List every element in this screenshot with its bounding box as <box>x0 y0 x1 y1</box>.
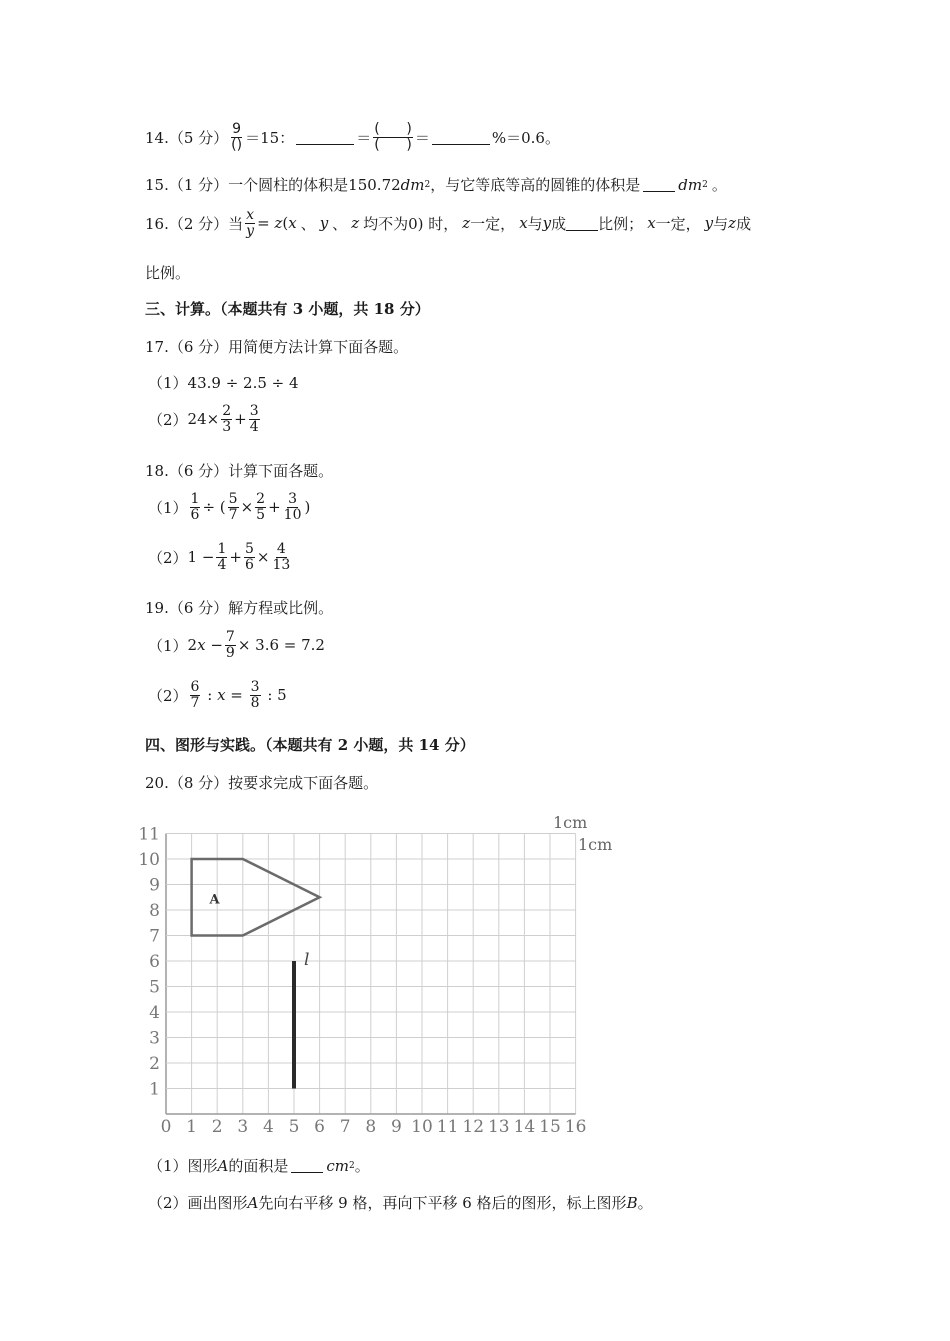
x-tick-label: 14 <box>513 1117 536 1137</box>
q16-part8: 与 <box>713 214 729 233</box>
q14-prefix: 14.（5 分） <box>145 128 229 147</box>
q16-frac-num: x <box>246 207 255 223</box>
q18-p1-d4: 10 <box>283 506 302 523</box>
q18-p1-label: （1） <box>148 498 188 517</box>
q17-p2-frac-1 <box>221 404 232 434</box>
x-tick-label: 5 <box>288 1117 300 1137</box>
q18-p1-op2: × <box>240 498 254 517</box>
q14-eq3: ＝ <box>414 128 430 147</box>
q14-fraction <box>230 122 243 152</box>
x-tick-label: 2 <box>211 1117 223 1137</box>
q20-p1-blank[interactable] <box>291 1158 323 1173</box>
y-tick-label: 4 <box>149 1003 160 1023</box>
q16-y: y <box>319 214 329 233</box>
q18-p2-n2: 5 <box>244 541 254 557</box>
q18-p2-frac-2 <box>244 542 255 572</box>
q19-p2-b: = <box>225 686 248 705</box>
x-tick-label: 16 <box>564 1117 587 1137</box>
q15-blank[interactable] <box>643 177 675 192</box>
q17-p2-frac-2 <box>249 404 260 434</box>
q18-part-2 <box>148 542 293 572</box>
y-tick-label: 9 <box>149 875 160 896</box>
q19-p1-n: 7 <box>225 629 235 645</box>
q20-p1-A: A <box>217 1156 229 1175</box>
q16-part6: 比例； <box>598 214 644 233</box>
q15-end: 。 <box>711 176 727 194</box>
q20-p1-label: （1）图形 <box>148 1157 218 1175</box>
q18-part-1 <box>148 492 310 522</box>
q18-p2-d1: 4 <box>217 556 227 573</box>
q17-p2-op: + <box>234 410 247 429</box>
y-tick-label: 11 <box>138 824 160 845</box>
q17-p2-a: 24× <box>187 410 220 429</box>
q15-prefix: 15.（1 分）一个圆柱的体积是 <box>145 176 349 194</box>
q19-p2-a: : <box>202 686 218 705</box>
q18-p1-frac-3 <box>255 492 266 522</box>
q17-p2-d1: 3 <box>222 418 232 435</box>
question-19 <box>145 597 333 618</box>
q16-part7: 一定， <box>655 214 701 233</box>
x-tick-label: 8 <box>365 1117 377 1137</box>
section-3-title: 三、计算。（本题共有 3 小题，共 18 分） <box>145 300 430 318</box>
q14-frac-num: 9 <box>232 121 242 137</box>
x-tick-label: 13 <box>487 1117 510 1137</box>
q16-fraction <box>245 208 255 238</box>
question-17 <box>145 336 408 357</box>
section-4-heading <box>145 734 475 755</box>
q18-p2-frac-3 <box>271 542 291 572</box>
q19-p1-frac <box>225 630 236 660</box>
q19-p2-x: x <box>217 686 226 705</box>
q20-p2-a: （2）画出图形 <box>148 1194 248 1212</box>
q14-blank-2[interactable] <box>432 130 490 145</box>
x-tick-label: 10 <box>411 1117 433 1137</box>
x-tick-label: 6 <box>314 1117 326 1137</box>
q20-p2-b: 先向右平移 9 格，再向下平移 6 格后的图形，标上图形 <box>258 1194 627 1212</box>
q18-p1-end: ) <box>304 498 311 517</box>
x-tick-label: 1 <box>186 1117 198 1137</box>
q18-p1-op1: ÷ ( <box>202 498 226 517</box>
q19-p2-c: : 5 <box>262 686 287 705</box>
q18-p1-frac-2 <box>228 492 239 522</box>
q16-y2: y <box>542 214 552 233</box>
q17-part-2 <box>148 404 262 434</box>
q17-p2-d2: 4 <box>249 418 259 435</box>
q19-title: 19.（6 分）解方程或比例。 <box>145 599 334 617</box>
q20-p2-A: A <box>247 1193 259 1212</box>
q19-p2-label: （2） <box>148 686 188 705</box>
question-16 <box>145 208 751 238</box>
q19-p1-c: × 3.6 = 7.2 <box>237 636 325 655</box>
q16-paren: ( <box>282 214 289 233</box>
q20-title: 20.（8 分）按要求完成下面各题。 <box>145 774 379 792</box>
question-18 <box>145 460 333 481</box>
q17-p2-label: （2） <box>148 410 188 429</box>
q18-p1-frac-1 <box>190 492 201 522</box>
q17-p2-n1: 2 <box>222 403 232 419</box>
y-tick-label: 1 <box>149 1079 160 1100</box>
question-15 <box>145 174 727 195</box>
q14-frac-den: () <box>231 136 243 153</box>
q18-p2-a: 1 − <box>187 548 215 567</box>
section-4-title: 四、图形与实践。（本题共有 2 小题，共 14 分） <box>145 736 475 754</box>
q19-p2-d2: 8 <box>250 694 260 711</box>
shape-a-label: A <box>209 892 220 908</box>
question-20 <box>145 772 378 793</box>
q20-p1-unit: cm <box>326 1156 350 1175</box>
q18-p2-n3: 4 <box>276 541 286 557</box>
q16-line2: 比例。 <box>145 264 191 282</box>
y-tick-label: 2 <box>149 1054 160 1074</box>
q20-p1-exp: 2 <box>349 1160 355 1171</box>
grid-lines <box>166 834 576 1115</box>
q16-frac-den: y <box>246 222 255 239</box>
q19-p2-frac-1 <box>190 680 201 710</box>
q15-exp2: 2 <box>702 179 708 190</box>
x-tick-label: 15 <box>539 1117 561 1137</box>
q16-part3: 一定， <box>470 214 516 233</box>
x-tick-label: 4 <box>262 1117 274 1137</box>
y-tick-label: 5 <box>149 977 160 998</box>
shape-a-polygon <box>192 859 320 936</box>
q15-value: 150.72 <box>348 175 401 194</box>
y-tick-label: 8 <box>149 901 160 921</box>
q18-p1-op3: + <box>268 498 281 517</box>
q16-part5: 成 <box>551 214 567 233</box>
q18-p1-d1: 6 <box>190 506 200 523</box>
q14-eq2: ＝ <box>356 128 372 147</box>
q16-sep2: 、 <box>332 214 348 233</box>
q18-p1-frac-4 <box>283 492 303 522</box>
q16-x3: x <box>647 214 656 233</box>
x-tick-label: 9 <box>390 1117 402 1137</box>
q20-part-2 <box>148 1192 653 1213</box>
q19-p2-d1: 7 <box>190 694 200 711</box>
unit-label-2: 1cm <box>578 835 613 854</box>
q17-part-1 <box>148 372 299 393</box>
q19-p1-a: 2 <box>187 636 198 655</box>
q16-part2: 均不为0) 时， <box>363 214 459 233</box>
q18-p1-n4: 3 <box>288 491 298 507</box>
q18-title: 18.（6 分）计算下面各题。 <box>145 462 334 480</box>
q19-p2-frac-2 <box>250 680 261 710</box>
q18-p2-d2: 6 <box>244 556 254 573</box>
q14-eq1: ＝15： <box>245 128 295 147</box>
q16-prefix: 16.（2 分）当 <box>145 214 244 233</box>
question-16-line2 <box>145 262 190 283</box>
q14-tail: %＝0.6。 <box>491 128 560 147</box>
q15-mid: ，与它等底等高的圆锥的体积是 <box>430 176 641 194</box>
x-tick-label: 11 <box>436 1117 459 1137</box>
q18-p2-n1: 1 <box>217 541 227 557</box>
q16-blank-1[interactable] <box>566 216 598 231</box>
q18-p1-d2: 7 <box>228 506 238 523</box>
x-tick-label: 12 <box>462 1117 485 1137</box>
q18-p1-d3: 5 <box>256 506 266 523</box>
q19-p2-n2: 3 <box>250 679 260 695</box>
tick-labels <box>138 825 586 1138</box>
q18-p2-label: （2） <box>148 548 188 567</box>
q20-p2-B: B <box>626 1193 638 1212</box>
q19-part-1 <box>148 630 325 660</box>
q17-p1-label: （1） <box>148 374 188 392</box>
q16-part4: 与 <box>527 214 543 233</box>
y-tick-label: 6 <box>149 952 160 972</box>
q16-part1: = <box>257 214 275 233</box>
q18-p1-n3: 2 <box>256 491 266 507</box>
x-tick-label: 7 <box>339 1117 351 1137</box>
q18-p1-n2: 5 <box>228 491 238 507</box>
q16-sep1: 、 <box>300 214 316 233</box>
q19-p2-n1: 6 <box>190 679 200 695</box>
q18-p2-op1: + <box>229 548 242 567</box>
y-tick-label: 3 <box>149 1028 160 1049</box>
q16-x2: x <box>519 214 528 233</box>
y-tick-label: 10 <box>138 850 160 870</box>
q16-z4: z <box>728 214 737 233</box>
q18-p2-d3: 13 <box>272 556 291 573</box>
q19-part-2 <box>148 680 287 710</box>
y-tick-label: 7 <box>149 926 160 947</box>
q20-p2-end: 。 <box>637 1194 653 1212</box>
q17-title: 17.（6 分）用简便方法计算下面各题。 <box>145 338 409 356</box>
section-3-heading <box>145 298 430 319</box>
q18-p1-n1: 1 <box>190 491 200 507</box>
q14-frac2-num[interactable]: ( ) <box>374 121 412 137</box>
x-tick-label: 0 <box>160 1117 172 1137</box>
q18-p2-op2: × <box>256 548 270 567</box>
question-14 <box>145 122 560 152</box>
q19-p1-x: x <box>197 636 206 655</box>
q19-p1-d: 9 <box>225 644 235 661</box>
q16-z2: z <box>351 214 360 233</box>
q20-p1-mid: 的面积是 <box>228 1157 289 1175</box>
q16-z: z <box>274 214 283 233</box>
q16-part9: 成 <box>736 214 752 233</box>
line-l-label: l <box>304 950 310 970</box>
q16-y3: y <box>704 214 714 233</box>
q15-exp: 2 <box>424 179 431 190</box>
q20-p1-end: 。 <box>354 1157 370 1175</box>
q14-frac2-den[interactable]: ( ) <box>374 136 412 153</box>
q15-unit2: dm <box>678 175 703 194</box>
unit-label-1: 1cm <box>553 813 588 832</box>
q14-blank-1[interactable] <box>296 130 354 145</box>
q19-p1-b: − <box>205 636 223 655</box>
q17-p2-n2: 3 <box>249 403 259 419</box>
x-tick-label: 3 <box>237 1117 249 1137</box>
q20-part-1 <box>148 1155 370 1176</box>
q19-p1-label: （1） <box>148 636 188 655</box>
q18-p2-frac-1 <box>216 542 227 572</box>
q16-z3: z <box>462 214 471 233</box>
q14-fraction-2 <box>373 122 413 152</box>
q17-p1-expr: 43.9 ÷ 2.5 ÷ 4 <box>187 373 299 392</box>
q15-unit: dm <box>400 175 425 194</box>
q16-x: x <box>288 214 297 233</box>
